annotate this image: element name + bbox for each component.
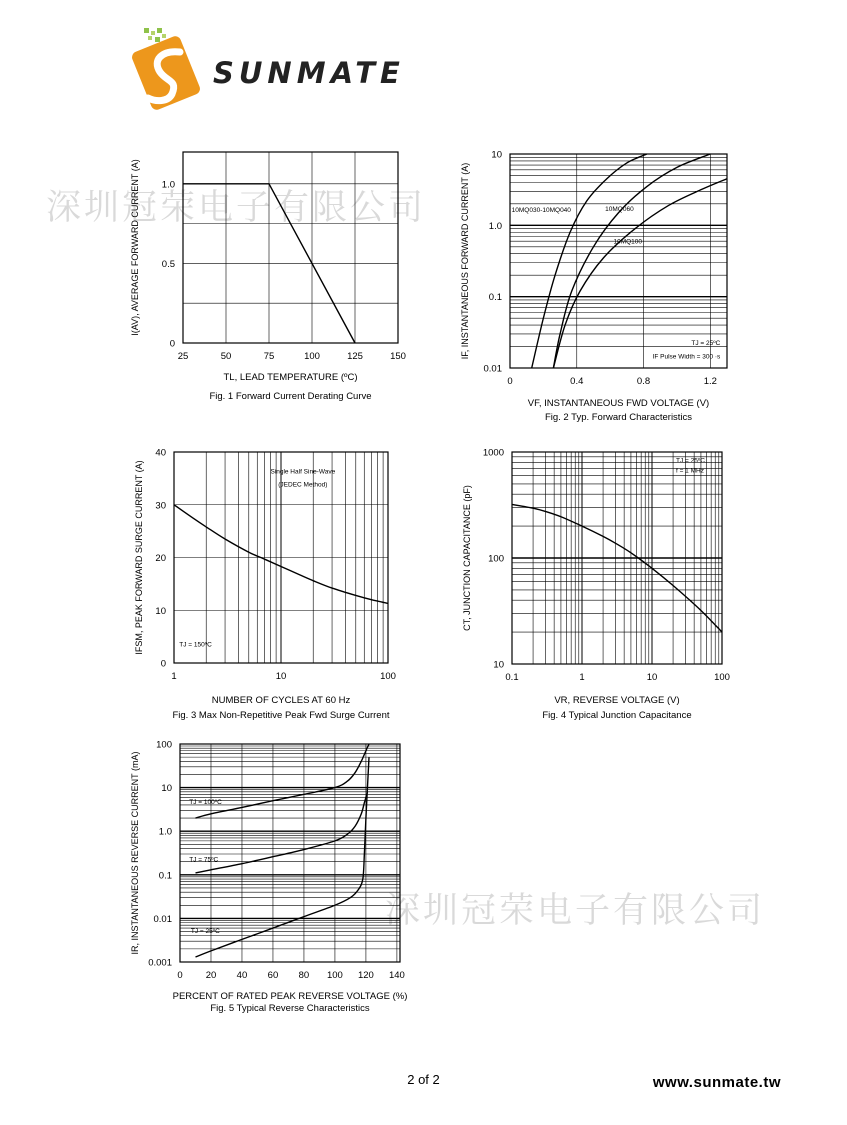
fig5-x-tick-label: 120	[357, 970, 374, 981]
fig2-y-axis-label: IF, INSTANTANEOUS FORWARD CURRENT (A)	[460, 162, 470, 360]
fig4-x-axis-label: VR, REVERSE VOLTAGE (V)	[554, 695, 680, 706]
fig3-y-tick-label: 30	[155, 500, 166, 512]
fig4-grid	[512, 452, 722, 664]
fig5-x-tick-label: 40	[236, 970, 248, 981]
fig1-x-tick-label: 150	[390, 351, 406, 362]
fig2-y-tick-label: 1.0	[488, 220, 502, 232]
fig5-y-tick-label: 0.1	[158, 870, 172, 882]
fig3-annotation: TJ = 150ºC	[179, 641, 212, 649]
watermark-bottom: 深圳冠荣电子有限公司	[385, 891, 766, 931]
fig1-y-tick-label: 0.5	[161, 258, 175, 270]
fig5-annotation: TJ = 100ºC	[189, 799, 222, 807]
chart-peak-surge-current	[130, 445, 410, 725]
fig1-x-tick-label: 100	[304, 351, 320, 362]
fig5-x-tick-label: 140	[388, 970, 405, 981]
fig5-x-tick-label: 0	[177, 970, 183, 981]
fig5-x-tick-label: 80	[298, 970, 310, 981]
fig2-x-tick-label: 0.8	[636, 376, 651, 387]
chart-forward-current-derating	[128, 148, 418, 408]
fig2-annotation: 10MQ030-10MQ040	[511, 206, 571, 214]
fig5-y-tick-label: 1.0	[158, 826, 172, 838]
fig4-x-tick-label: 1	[579, 672, 585, 683]
page-number: 2 of 2	[407, 1072, 440, 1087]
fig2-annotation: 10MQ060	[605, 205, 634, 213]
fig4-x-tick-label: 100	[714, 672, 730, 683]
fig3-y-tick-label: 20	[155, 553, 166, 564]
fig1-x-tick-label: 125	[347, 351, 363, 362]
fig2-grid	[510, 154, 727, 368]
fig5-y-axis-label: IR, INSTANTANEOUS REVERSE CURRENT (mA)	[130, 751, 140, 955]
website-link[interactable]: www.sunmate.tw	[652, 1074, 781, 1091]
fig4-annotation: f = 1 MHz	[675, 467, 704, 475]
watermark-top: 深圳冠荣电子有限公司	[46, 188, 427, 228]
fig5-caption: Fig. 5 Typical Reverse Characteristics	[210, 1003, 370, 1014]
fig4-caption: Fig. 4 Typical Junction Capacitance	[542, 710, 692, 721]
fig2-x-tick-label: 0	[507, 376, 513, 387]
fig2-y-tick-label: 0.01	[483, 363, 502, 375]
fig2-y-tick-label: 10	[491, 149, 502, 161]
chart-forward-characteristics	[458, 148, 748, 426]
fig2-annotation: TJ = 25ºC	[691, 340, 721, 348]
fig3-caption: Fig. 3 Max Non-Repetitive Peak Fwd Surge Current	[172, 710, 390, 721]
fig5-y-tick-label: 0.001	[148, 957, 172, 969]
fig2-plot-frame	[510, 154, 727, 368]
fig5-series-0	[195, 744, 369, 818]
fig2-x-tick-label: 0.4	[570, 376, 584, 387]
fig4-annotation: TJ = 25ºC	[675, 457, 705, 465]
fig3-annotation: (JEDEC Method)	[278, 481, 328, 489]
fig1-y-axis-label: I(AV), AVERAGE FORWARD CURRENT (A)	[130, 159, 140, 336]
fig4-y-tick-label: 10	[493, 659, 504, 671]
logo-mark-icon	[130, 28, 201, 111]
fig3-y-tick-label: 0	[160, 658, 166, 670]
fig1-x-tick-label: 75	[263, 351, 275, 362]
fig3-annotation: Single Half Sine-Wave	[270, 468, 336, 476]
fig3-y-tick-label: 40	[155, 447, 166, 459]
chart-junction-capacitance	[460, 445, 750, 725]
fig1-caption: Fig. 1 Forward Current Derating Curve	[209, 391, 372, 402]
fig5-x-tick-label: 100	[326, 970, 343, 981]
fig3-y-tick-label: 10	[155, 605, 166, 617]
fig3-x-axis-label: NUMBER OF CYCLES AT 60 Hz	[211, 695, 351, 706]
fig1-grid	[183, 152, 398, 343]
fig5-x-tick-label: 60	[267, 970, 279, 981]
fig4-y-tick-label: 100	[488, 553, 504, 565]
fig5-x-tick-label: 20	[205, 970, 217, 981]
fig3-y-axis-label: IFSM, PEAK FORWARD SURGE CURRENT (A)	[134, 460, 144, 655]
fig3-x-tick-label: 1	[171, 671, 177, 682]
fig5-y-tick-label: 100	[156, 739, 172, 751]
fig1-y-tick-label: 1.0	[161, 179, 175, 191]
fig5-annotation: TJ = 75ºC	[189, 856, 219, 864]
fig5-x-axis-label: PERCENT OF RATED PEAK REVERSE VOLTAGE (%)	[172, 991, 408, 1002]
fig1-x-tick-label: 25	[177, 351, 189, 362]
fig4-y-axis-label: CT, JUNCTION CAPACITANCE (pF)	[462, 485, 472, 631]
fig5-annotation: TJ = 25ºC	[190, 928, 220, 936]
fig2-annotation: 10MQ100	[613, 238, 643, 246]
fig4-y-tick-label: 1000	[482, 447, 504, 459]
fig1-plot-frame	[183, 152, 398, 343]
fig2-x-axis-label: VF, INSTANTANEOUS FWD VOLTAGE (V)	[527, 398, 710, 409]
brand-wordmark: SUNMATE	[213, 56, 405, 90]
fig1-y-tick-label: 0	[169, 338, 175, 350]
fig4-x-tick-label: 10	[646, 672, 658, 683]
fig1-x-axis-label: TL, LEAD TEMPERATURE (ºC)	[223, 372, 358, 383]
fig3-x-tick-label: 10	[275, 671, 287, 682]
fig5-y-tick-label: 10	[161, 783, 172, 795]
fig1-x-tick-label: 50	[220, 351, 232, 362]
fig2-caption: Fig. 2 Typ. Forward Characteristics	[544, 412, 693, 423]
fig2-series-0	[532, 154, 647, 368]
fig5-y-tick-label: 0.01	[153, 913, 172, 925]
fig4-x-tick-label: 0.1	[505, 672, 519, 683]
fig2-x-tick-label: 1.2	[703, 376, 717, 387]
chart-reverse-characteristics	[128, 737, 418, 1017]
fig3-x-tick-label: 100	[380, 671, 396, 682]
fig2-annotation: IF Pulse Width = 300 ·s	[652, 353, 721, 361]
fig2-y-tick-label: 0.1	[488, 292, 502, 304]
